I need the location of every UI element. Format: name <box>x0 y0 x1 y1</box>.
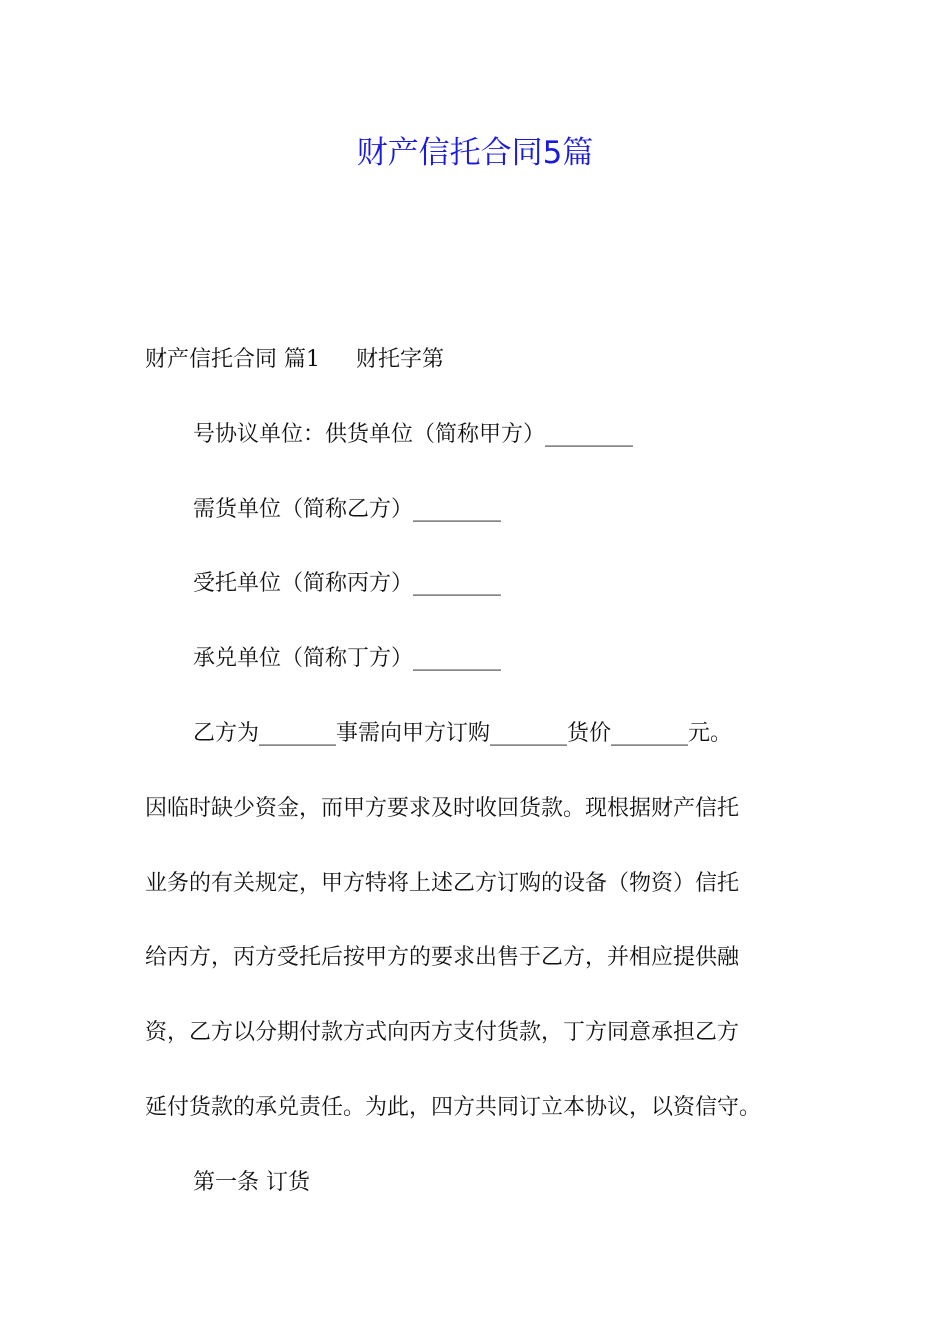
paragraph-line: 延付货款的承兑责任。为此，四方共同订立本协议，以资信守。 <box>145 1094 762 1120</box>
paragraph-line: 需货单位（简称乙方）________ <box>193 496 502 522</box>
contract-number-label: 财托字第 <box>356 347 445 372</box>
document-body <box>145 333 815 1231</box>
document-title: 财产信托合同5篇 <box>356 135 594 171</box>
paragraph-line: 资，乙方以分期付款方式向丙方支付货款，丁方同意承担乙方 <box>145 1020 740 1046</box>
paragraph-line: 号协议单位：供货单位（简称甲方）________ <box>193 421 634 447</box>
section-heading-line <box>145 333 815 408</box>
paragraph-line: 业务的有关规定，甲方特将上述乙方订购的设备（物资）信托 <box>145 870 740 896</box>
article-heading: 第一条 订货 <box>193 1169 310 1195</box>
paragraph-line: 乙方为_______事需向甲方订购_______货价_______元。 <box>193 720 733 746</box>
paragraph-line: 因临时缺少资金，而甲方要求及时收回货款。现根据财产信托 <box>145 795 740 821</box>
paragraph-line: 承兑单位（简称丁方）________ <box>193 646 502 672</box>
paragraph-line: 给丙方，丙方受托后按甲方的要求出售于乙方，并相应提供融 <box>145 945 740 971</box>
paragraph-line: 受托单位（简称丙方）________ <box>193 571 502 597</box>
section-heading: 财产信托合同 篇1 <box>145 347 320 372</box>
